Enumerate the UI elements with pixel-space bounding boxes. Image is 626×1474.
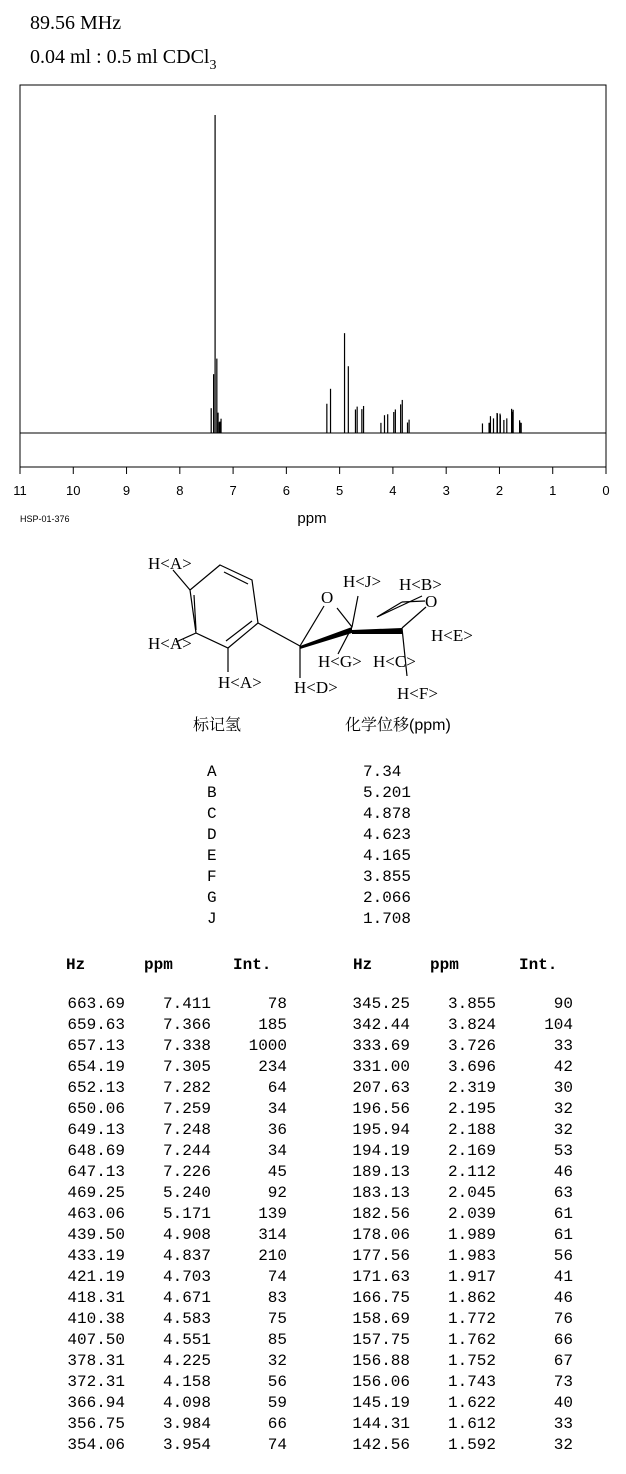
ppm-cell: 2.195 (447, 1100, 496, 1118)
assign-shift: 1.708 (363, 910, 412, 928)
h-f-label: H<F> (397, 684, 438, 703)
ppm-cell: 7.338 (162, 1037, 211, 1055)
hz-cell: 142.56 (352, 1436, 410, 1454)
int-cell: 61 (553, 1226, 573, 1244)
hz-cell: 421.19 (67, 1268, 125, 1286)
int-cell: 90 (553, 995, 573, 1013)
ppm-cell: 2.039 (447, 1205, 496, 1223)
ppm-cell: 4.551 (162, 1331, 211, 1349)
peak-layer (211, 115, 521, 433)
assign-shift: 7.34 (363, 763, 402, 781)
oxygen-label: O (425, 592, 438, 611)
int-cell: 46 (553, 1289, 573, 1307)
ppm-cell: 7.411 (162, 995, 211, 1013)
hz-cell: 356.75 (67, 1415, 125, 1433)
hz-cell: 410.38 (67, 1310, 125, 1328)
wedge-bond (352, 628, 402, 634)
int-cell: 30 (553, 1079, 573, 1097)
assign-label: J (207, 910, 217, 928)
x-tick-label: 8 (176, 483, 184, 498)
assign-label: F (207, 868, 217, 886)
hz-cell: 156.06 (352, 1373, 410, 1391)
hz-cell: 177.56 (352, 1247, 410, 1265)
x-tick-label: 0 (602, 483, 610, 498)
x-tick-label: 6 (282, 483, 290, 498)
int-cell: 63 (553, 1184, 573, 1202)
int-cell: 76 (553, 1310, 573, 1328)
benzene-ring (190, 565, 258, 648)
int-cell: 66 (553, 1331, 573, 1349)
hz-cell: 654.19 (67, 1058, 125, 1076)
int-cell: 92 (267, 1184, 287, 1202)
int-cell: 36 (267, 1121, 287, 1139)
assign-shift: 4.878 (363, 805, 412, 823)
assignment-table (0, 712, 626, 942)
left-ppm-column (125, 994, 211, 1456)
right-hz-column (325, 994, 410, 1456)
ppm-cell: 1.772 (447, 1310, 496, 1328)
ppm-cell: 7.366 (162, 1016, 211, 1034)
ppm-cell: 3.984 (162, 1415, 211, 1433)
int-cell: 40 (553, 1394, 573, 1412)
int-cell: 314 (258, 1226, 287, 1244)
h-j-label: H<J> (343, 572, 382, 591)
int-cell: 56 (553, 1247, 573, 1265)
ppm-cell: 4.671 (162, 1289, 211, 1307)
x-tick-label: 10 (66, 483, 81, 498)
x-tick-label: 5 (336, 483, 344, 498)
int-cell: 210 (258, 1247, 287, 1265)
x-tick-label: 7 (229, 483, 237, 498)
hz-cell: 418.31 (67, 1289, 125, 1307)
hz-cell: 663.69 (67, 995, 125, 1013)
hz-cell: 333.69 (352, 1037, 410, 1055)
ppm-cell: 2.319 (447, 1079, 496, 1097)
hz-cell: 345.25 (352, 995, 410, 1013)
solvent-text: 0.04 ml : 0.5 ml CDCl (30, 46, 210, 68)
int-cell: 73 (553, 1373, 573, 1391)
int-cell: 32 (267, 1352, 287, 1370)
col-header-int: Int. (519, 956, 558, 974)
ppm-cell: 4.703 (162, 1268, 211, 1286)
int-cell: 67 (553, 1352, 573, 1370)
int-cell: 32 (553, 1121, 573, 1139)
hz-cell: 189.13 (352, 1163, 410, 1181)
hz-cell: 647.13 (67, 1163, 125, 1181)
int-cell: 33 (553, 1037, 573, 1055)
right-ppm-column (410, 994, 496, 1456)
ppm-cell: 7.226 (162, 1163, 211, 1181)
left-hz-column (40, 994, 125, 1456)
right-int-column (496, 994, 573, 1456)
sample-id: HSP-01-376 (20, 514, 70, 524)
int-cell: 234 (258, 1058, 287, 1076)
ppm-cell: 3.954 (162, 1436, 211, 1454)
ppm-cell: 1.989 (447, 1226, 496, 1244)
assign-label: G (207, 889, 217, 907)
ppm-cell: 4.908 (162, 1226, 211, 1244)
h-g-label: H<G> (318, 652, 362, 671)
ppm-cell: 4.098 (162, 1394, 211, 1412)
hz-cell: 649.13 (67, 1121, 125, 1139)
hz-cell: 659.63 (67, 1016, 125, 1034)
assign-shift-header: 化学位移(ppm) (345, 717, 451, 734)
assign-shift: 2.066 (363, 889, 412, 907)
hz-cell: 195.94 (352, 1121, 410, 1139)
h-a-label: H<A> (148, 554, 192, 573)
hz-cell: 439.50 (67, 1226, 125, 1244)
assign-label: E (207, 847, 217, 865)
hz-cell: 156.88 (352, 1352, 410, 1370)
ppm-cell: 1.612 (447, 1415, 496, 1433)
solvent-subscript: 3 (209, 58, 217, 73)
int-cell: 41 (553, 1268, 573, 1286)
assign-label: A (207, 763, 217, 781)
int-cell: 74 (267, 1436, 287, 1454)
assign-shift: 4.623 (363, 826, 412, 844)
ppm-cell: 2.169 (447, 1142, 496, 1160)
hz-cell: 194.19 (352, 1142, 410, 1160)
x-tick-label: 4 (389, 483, 397, 498)
ppm-cell: 7.244 (162, 1142, 211, 1160)
molecule-structure (140, 550, 480, 710)
hz-cell: 196.56 (352, 1100, 410, 1118)
x-tick-label: 2 (495, 483, 504, 498)
h-b-label: H<B> (399, 575, 442, 594)
hz-cell: 145.19 (352, 1394, 410, 1412)
ppm-cell: 1.983 (447, 1247, 496, 1265)
hz-cell: 366.94 (67, 1394, 125, 1412)
ppm-cell: 4.158 (162, 1373, 211, 1391)
int-cell: 74 (267, 1268, 287, 1286)
col-header-ppm: ppm (144, 956, 173, 974)
plot-frame (20, 85, 606, 467)
ppm-cell: 1.762 (447, 1331, 496, 1349)
hz-cell: 433.19 (67, 1247, 125, 1265)
int-cell: 75 (267, 1310, 287, 1328)
ppm-cell: 4.225 (162, 1352, 211, 1370)
hz-cell: 407.50 (67, 1331, 125, 1349)
assign-shift: 5.201 (363, 784, 412, 802)
ppm-cell: 2.045 (447, 1184, 496, 1202)
assign-shift: 4.165 (363, 847, 412, 865)
hz-cell: 157.75 (352, 1331, 410, 1349)
int-cell: 85 (267, 1331, 287, 1349)
ppm-cell: 5.240 (162, 1184, 211, 1202)
ppm-cell: 7.282 (162, 1079, 211, 1097)
int-cell: 53 (553, 1142, 573, 1160)
int-cell: 59 (267, 1394, 287, 1412)
hz-cell: 183.13 (352, 1184, 410, 1202)
int-cell: 34 (267, 1142, 287, 1160)
int-cell: 64 (267, 1079, 287, 1097)
int-cell: 61 (553, 1205, 573, 1223)
hz-cell: 171.63 (352, 1268, 410, 1286)
hz-cell: 182.56 (352, 1205, 410, 1223)
hz-cell: 178.06 (352, 1226, 410, 1244)
int-cell: 33 (553, 1415, 573, 1433)
ppm-cell: 1.592 (447, 1436, 496, 1454)
hz-cell: 652.13 (67, 1079, 125, 1097)
int-cell: 32 (553, 1100, 573, 1118)
x-tick-label: 9 (122, 483, 131, 498)
ppm-cell: 7.259 (162, 1100, 211, 1118)
col-header-hz: Hz (66, 956, 86, 974)
h-c-label: H<C> (373, 652, 416, 671)
hz-cell: 372.31 (67, 1373, 125, 1391)
ppm-cell: 7.248 (162, 1121, 211, 1139)
assign-label-header: 标记氢 (193, 717, 242, 734)
int-cell: 66 (267, 1415, 287, 1433)
ppm-cell: 1.743 (447, 1373, 496, 1391)
hz-cell: 342.44 (352, 1016, 410, 1034)
col-header-ppm: ppm (430, 956, 459, 974)
assign-labels (207, 762, 217, 930)
ppm-cell: 1.917 (447, 1268, 496, 1286)
hz-cell: 158.69 (352, 1310, 410, 1328)
int-cell: 139 (258, 1205, 287, 1223)
nmr-spectrum-chart (0, 0, 626, 535)
assign-label: B (207, 784, 217, 802)
h-a-label: H<A> (148, 634, 192, 653)
peak-list-table (0, 952, 626, 1472)
x-axis (13, 467, 609, 498)
x-tick-label: 3 (442, 483, 450, 498)
hz-cell: 207.63 (352, 1079, 410, 1097)
h-a-label: H<A> (218, 673, 262, 692)
x-tick-label: 11 (13, 483, 27, 498)
assign-label: C (207, 805, 217, 823)
hz-cell: 354.06 (67, 1436, 125, 1454)
left-int-column (211, 994, 287, 1456)
hz-cell: 648.69 (67, 1142, 125, 1160)
int-cell: 45 (267, 1163, 287, 1181)
int-cell: 185 (258, 1016, 287, 1034)
x-axis-label: ppm (297, 510, 327, 527)
int-cell: 46 (553, 1163, 573, 1181)
col-header-int: Int. (233, 956, 272, 974)
wedge-bond (300, 627, 352, 649)
ppm-cell: 3.824 (447, 1016, 496, 1034)
col-header-hz: Hz (353, 956, 373, 974)
ppm-cell: 3.726 (447, 1037, 496, 1055)
ppm-cell: 4.583 (162, 1310, 211, 1328)
ppm-cell: 2.112 (447, 1163, 496, 1181)
ppm-cell: 2.188 (447, 1121, 496, 1139)
assign-shift: 3.855 (363, 868, 412, 886)
ppm-cell: 1.622 (447, 1394, 496, 1412)
hz-cell: 463.06 (67, 1205, 125, 1223)
ppm-cell: 3.696 (447, 1058, 496, 1076)
hz-cell: 650.06 (67, 1100, 125, 1118)
hz-cell: 657.13 (67, 1037, 125, 1055)
int-cell: 56 (267, 1373, 287, 1391)
int-cell: 1000 (248, 1037, 287, 1055)
h-e-label: H<E> (431, 626, 473, 645)
hz-cell: 144.31 (352, 1415, 410, 1433)
hz-cell: 331.00 (352, 1058, 410, 1076)
hz-cell: 469.25 (67, 1184, 125, 1202)
hz-cell: 166.75 (352, 1289, 410, 1307)
x-tick-label: 1 (549, 483, 557, 498)
int-cell: 32 (553, 1436, 573, 1454)
oxygen-label: O (321, 588, 334, 607)
int-cell: 78 (267, 995, 287, 1013)
ppm-cell: 5.171 (162, 1205, 211, 1223)
ppm-cell: 1.862 (447, 1289, 496, 1307)
h-d-label: H<D> (294, 678, 338, 697)
ppm-cell: 4.837 (162, 1247, 211, 1265)
int-cell: 83 (267, 1289, 287, 1307)
int-cell: 42 (553, 1058, 573, 1076)
spectrometer-frequency: 89.56 MHz (30, 12, 122, 34)
hz-cell: 378.31 (67, 1352, 125, 1370)
ppm-cell: 1.752 (447, 1352, 496, 1370)
ppm-cell: 3.855 (447, 995, 496, 1013)
ppm-cell: 7.305 (162, 1058, 211, 1076)
assign-label: D (207, 826, 217, 844)
int-cell: 104 (544, 1016, 573, 1034)
assign-shifts (363, 762, 411, 930)
int-cell: 34 (267, 1100, 287, 1118)
